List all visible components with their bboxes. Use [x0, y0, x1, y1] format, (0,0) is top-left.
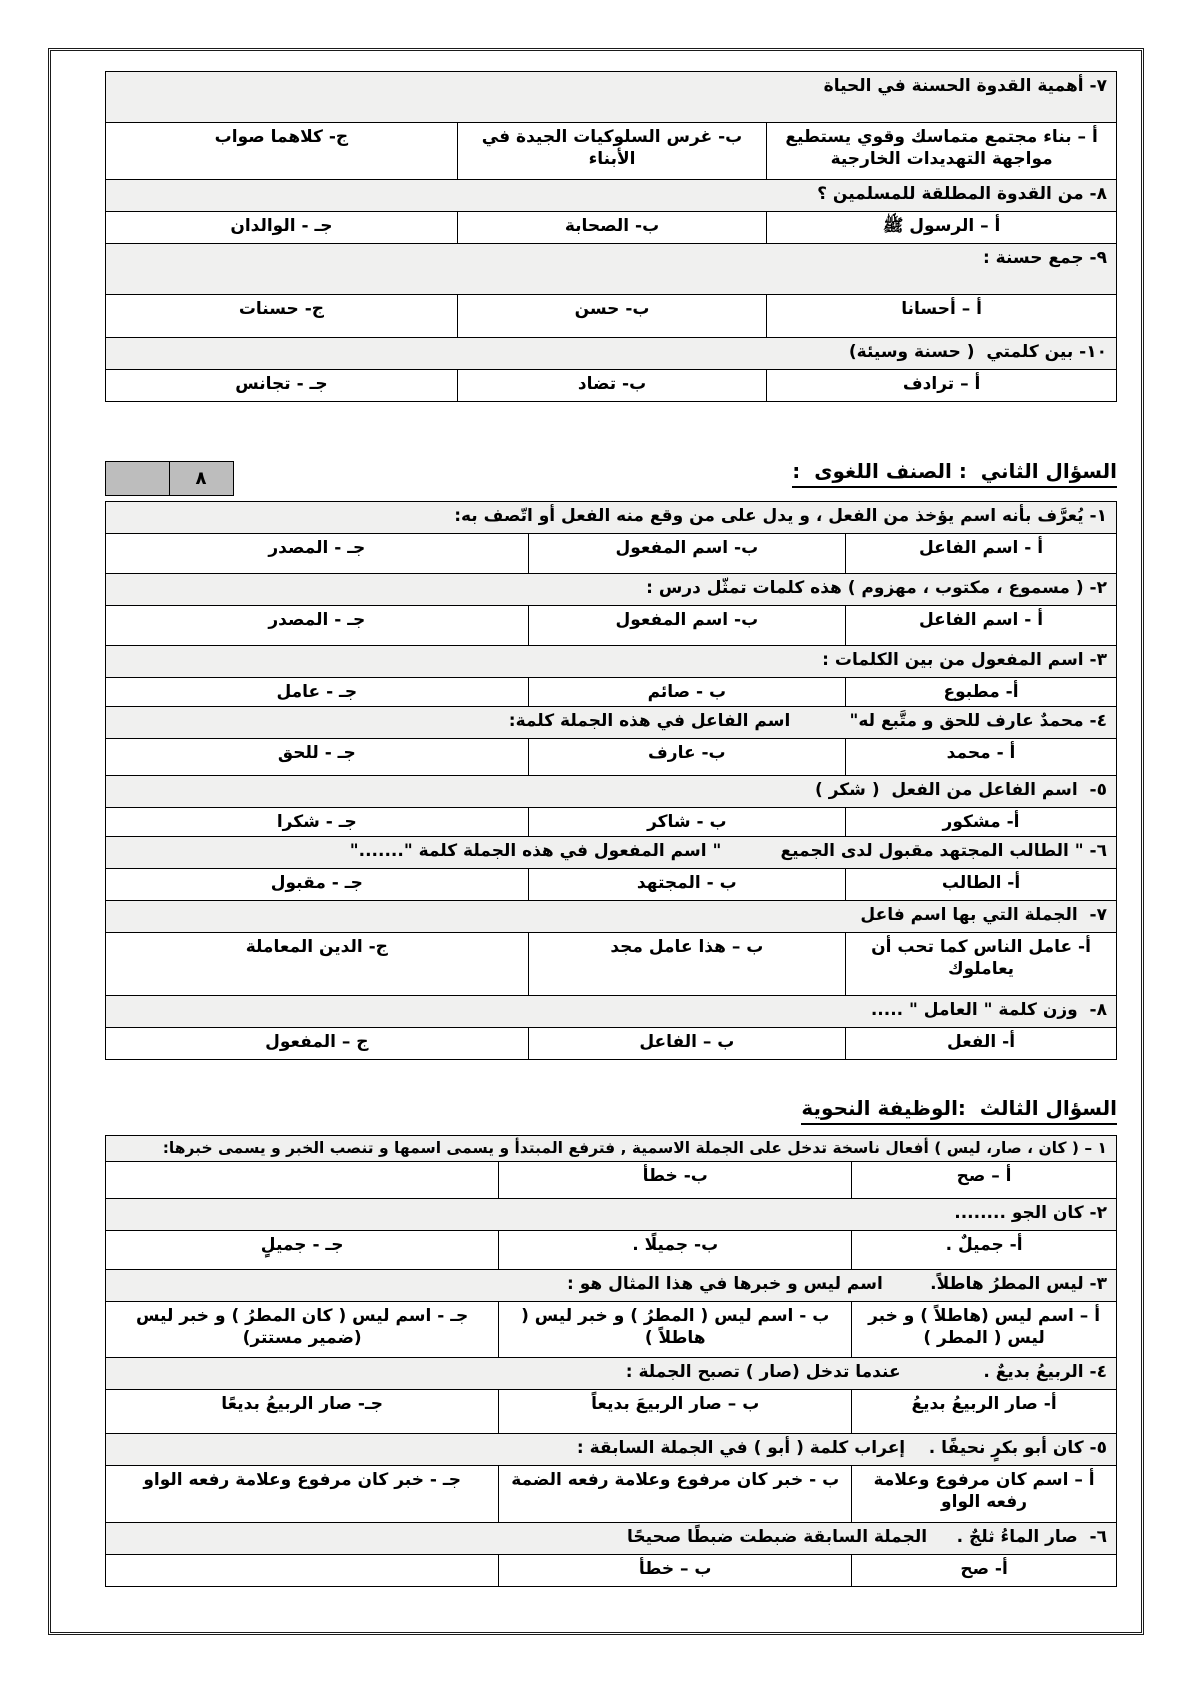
question-row — [106, 1136, 1117, 1162]
question-row — [106, 1199, 1117, 1231]
option-a-cell: أ- جميلٌ . — [852, 1231, 1117, 1270]
options-row — [106, 933, 1117, 996]
question-row — [106, 837, 1117, 869]
options-row — [106, 534, 1117, 574]
options-row — [106, 808, 1117, 837]
option-a-cell: أ – بناء مجتمع متماسك وقوي يستطيع مواجهة التهديدات الخارجية — [767, 123, 1117, 180]
options-row — [106, 606, 1117, 646]
question-row — [106, 338, 1117, 370]
page-border-frame — [48, 48, 1144, 1635]
question-text: ٩- جمع حسنة : — [106, 244, 1117, 295]
options-row — [106, 1555, 1117, 1587]
questions-table — [105, 71, 1117, 402]
question-text: ٨- من القدوة المطلقة للمسلمين ؟ — [106, 180, 1117, 212]
options-row — [106, 1028, 1117, 1060]
option-c-cell: جـ - مقبول — [106, 869, 529, 901]
question-text: ٦- " الطالب المجتهد مقبول لدى الجميع " اسم المفعول في هذه الجملة كلمة "......." — [106, 837, 1117, 869]
option-b-cell: ب- حسن — [457, 295, 766, 338]
options-row — [106, 212, 1117, 244]
question-row — [106, 1434, 1117, 1466]
option-a-cell: أ - اسم الفاعل — [846, 606, 1117, 646]
option-a-cell: أ- صار الربيعُ بديعُ — [852, 1390, 1117, 1434]
question-text: ٨- وزن كلمة " العامل " ..... — [106, 996, 1117, 1028]
option-a-cell: أ- صح — [852, 1555, 1117, 1587]
options-row — [106, 678, 1117, 707]
options-row — [106, 869, 1117, 901]
question-text: ١ – ( كان ، صار، ليس ) أفعال ناسخة تدخل على الجملة الاسمية , فترفع المبتدأ و يسمى اسمها و تنصب الخبر و يسمى خبرها: — [106, 1136, 1117, 1162]
option-a-cell: أ – صح — [852, 1162, 1117, 1199]
option-b-cell: ب - اسم ليس ( المطرُ ) و خبر ليس ( هاطلاً ) — [499, 1302, 852, 1358]
question-text: ١- يُعرَّف بأنه اسم يؤخذ من الفعل ، و يدل على من وقع منه الفعل أو اتّصف به: — [106, 502, 1117, 534]
option-b-cell: ب- جميلًا . — [499, 1231, 852, 1270]
option-c-cell: جـ - الوالدان — [106, 212, 458, 244]
section-title: السؤال الثالث :الوظيفة النحوية — [801, 1096, 1117, 1125]
question-row — [106, 901, 1117, 933]
option-b-cell: ب – خطأ — [499, 1555, 852, 1587]
option-c-cell: جـ - خبر كان مرفوع وعلامة رفعه الواو — [106, 1466, 499, 1523]
question-text: ٣- ليس المطرُ هاطلاً. اسم ليس و خبرها في هذا المثال هو : — [106, 1270, 1117, 1302]
option-c-cell: جـ - المصدر — [106, 534, 529, 574]
question-text: ٦- صار الماءُ ثلجٌ . الجملة السابقة ضبطت ضبطًا صحيحًا — [106, 1523, 1117, 1555]
question-text: ٥- اسم الفاعل من الفعل ( شكر ) — [106, 776, 1117, 808]
options-row — [106, 370, 1117, 402]
option-c-cell: ج- حسنات — [106, 295, 458, 338]
option-b-cell: ب- عارف — [528, 739, 845, 776]
question-row — [106, 1358, 1117, 1390]
option-a-cell: أ - محمد — [846, 739, 1117, 776]
question-row — [106, 776, 1117, 808]
question-row — [106, 996, 1117, 1028]
option-c-cell: ج- كلاهما صواب — [106, 123, 458, 180]
option-b-cell: ب - المجتهد — [528, 869, 845, 901]
option-a-cell: أ – ترادف — [767, 370, 1117, 402]
section-title: السؤال الثاني : الصنف اللغوى : — [792, 459, 1117, 488]
question-row — [106, 1270, 1117, 1302]
question-text: ٢- كان الجو ........ — [106, 1199, 1117, 1231]
option-b-cell: ب – صار الربيعَ بديعاً — [499, 1390, 852, 1434]
options-row — [106, 295, 1117, 338]
question-row — [106, 244, 1117, 295]
options-row — [106, 1466, 1117, 1523]
option-a-cell: أ- عامل الناس كما تحب أن يعاملوك — [846, 933, 1117, 996]
question-text: ٧- الجملة التي بها اسم فاعل — [106, 901, 1117, 933]
option-b-cell: ب - خبر كان مرفوع وعلامة رفعه الضمة — [499, 1466, 852, 1523]
options-row — [106, 123, 1117, 180]
option-b-cell: ب- غرس السلوكيات الجيدة في الأبناء — [457, 123, 766, 180]
section-header — [105, 459, 1117, 496]
section-header — [105, 1096, 1117, 1125]
option-c-cell: جـ - شكرا — [106, 808, 529, 837]
option-c-cell: جـ- صار الربيعُ بديعًا — [106, 1390, 499, 1434]
question-row — [106, 1523, 1117, 1555]
option-a-cell: أ- الفعل — [846, 1028, 1117, 1060]
question-row — [106, 646, 1117, 678]
question-text: ٤- الربيعُ بديعٌ . عندما تدخل (صار ) تصبح الجملة : — [106, 1358, 1117, 1390]
option-a-cell: أ – اسم كان مرفوع وعلامة رفعه الواو — [852, 1466, 1117, 1523]
option-b-cell: ب- الصحابة — [457, 212, 766, 244]
option-c-cell: جـ - عامل — [106, 678, 529, 707]
option-a-cell: أ- الطالب — [846, 869, 1117, 901]
options-row — [106, 1390, 1117, 1434]
option-b-cell: ب- اسم المفعول — [528, 534, 845, 574]
option-c-cell: ج – المفعول — [106, 1028, 529, 1060]
option-c-cell: جـ - اسم ليس ( كان المطرُ ) و خبر ليس (ضمير مستتر) — [106, 1302, 499, 1358]
option-b-cell: ب- خطأ — [499, 1162, 852, 1199]
option-b-cell: ب - صائم — [528, 678, 845, 707]
option-c-cell — [106, 1555, 499, 1587]
question-text: ٣- اسم المفعول من بين الكلمات : — [106, 646, 1117, 678]
question-text: ٧- أهمية القدوة الحسنة في الحياة — [106, 72, 1117, 123]
question-row — [106, 502, 1117, 534]
questions-table — [105, 1135, 1117, 1587]
grade-box — [105, 461, 234, 496]
grade-box-score-cell: ٨ — [169, 461, 234, 496]
option-c-cell: جـ - المصدر — [106, 606, 529, 646]
option-c-cell: جـ - للحق — [106, 739, 529, 776]
question-text: ٤- محمدٌ عارف للحق و متَّبع له" اسم الفاعل في هذه الجملة كلمة: — [106, 707, 1117, 739]
grade-box-empty-cell — [105, 461, 170, 496]
option-a-cell: أ- مطبوع — [846, 678, 1117, 707]
question-row — [106, 707, 1117, 739]
option-b-cell: ب – هذا عامل مجد — [528, 933, 845, 996]
option-c-cell: جـ - تجانس — [106, 370, 458, 402]
option-a-cell: أ – الرسول ﷺ — [767, 212, 1117, 244]
option-a-cell: أ – أحسانا — [767, 295, 1117, 338]
option-b-cell: ب- تضاد — [457, 370, 766, 402]
option-b-cell: ب – الفاعل — [528, 1028, 845, 1060]
option-b-cell: ب - شاكر — [528, 808, 845, 837]
question-text: ٥- كان أبو بكرٍ نحيفًا . إعراب كلمة ( أبو ) في الجملة السابقة : — [106, 1434, 1117, 1466]
option-c-cell — [106, 1162, 499, 1199]
question-row — [106, 72, 1117, 123]
options-row — [106, 1162, 1117, 1199]
question-text: ٢- ( مسموع ، مكتوب ، مهزوم ) هذه كلمات تمثّل درس : — [106, 574, 1117, 606]
options-row — [106, 739, 1117, 776]
option-a-cell: أ - اسم الفاعل — [846, 534, 1117, 574]
option-a-cell: أ – اسم ليس (هاطلاً ) و خبر ليس ( المطر ) — [852, 1302, 1117, 1358]
option-c-cell: جـ - جميلٍ — [106, 1231, 499, 1270]
options-row — [106, 1231, 1117, 1270]
question-row — [106, 574, 1117, 606]
options-row — [106, 1302, 1117, 1358]
questions-table — [105, 501, 1117, 1060]
question-text: ١٠- بين كلمتي ( حسنة وسيئة) — [106, 338, 1117, 370]
question-row — [106, 180, 1117, 212]
option-a-cell: أ- مشكور — [846, 808, 1117, 837]
exam-content — [51, 51, 1141, 1632]
option-c-cell: ج- الدين المعاملة — [106, 933, 529, 996]
option-b-cell: ب- اسم المفعول — [528, 606, 845, 646]
